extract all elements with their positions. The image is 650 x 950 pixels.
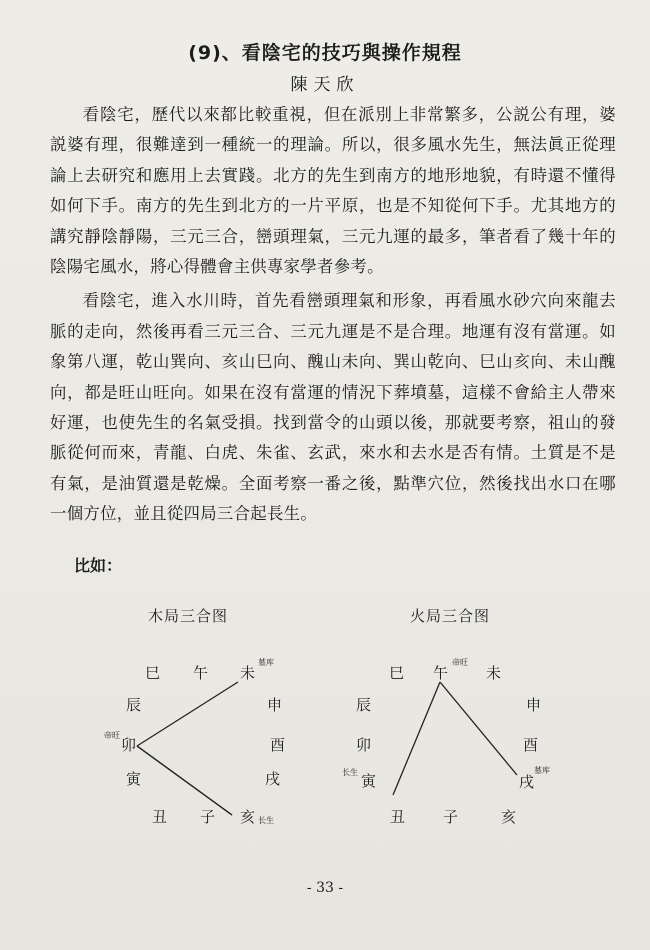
- fire-branch-shen: 申: [526, 696, 542, 714]
- wood-branch-you: 酉: [270, 736, 286, 754]
- wood-branch-xu: 戌: [265, 770, 281, 788]
- wood-line-mao-wei: [137, 682, 238, 746]
- fire-branch-you: 酉: [523, 736, 539, 754]
- wood-note-diwang: 帝旺: [104, 731, 120, 740]
- paragraph-2: 看陰宅，進入水川時，首先看巒頭理氣和形象，再看風水砂穴向來龍去脈的走向，然後再看三元三合、三元九運是不是合理。地運有沒有當運。如象第八運，乾山巽向、亥山巳向、醜山未向、巽山乾向、巳山亥向、未山醜向，都是旺山旺向。如果在沒有當運的情況下葬墳墓，這樣不會給主人帶來好運，也使先生的名氣受損。找到當令的山頭以後，那就要考察，祖山的發脈從何而來，青龍、白虎、朱雀、玄武，來水和去水是否有情。土質是不是有氣，是油質還是乾燥。全面考察一番之後，點準穴位，然後找出水口在哪一個方位，並且從四局三合起長生。: [50, 291, 616, 524]
- fire-line-yin-wu: [393, 682, 440, 795]
- wood-branch-wei: 未: [240, 664, 256, 682]
- paragraph-1: 看陰宅，歷代以來都比較重視，但在派別上非常繁多，公説公有理，婆説婆有理，很難達到一種統一的理論。所以，很多風水先生，無法眞正從理論上去研究和應用上去實踐。北方的先生到南方的地形地貌，有時還不懂得如何下手。南方的先生到北方的一片平原，也是不知從何下手。尤其地方的講究靜陰靜陽，三元三合，巒頭理氣，三元九運的最多，筆者看了幾十年的陰陽宅風水，將心得體會主供專家學者參考。: [50, 105, 616, 277]
- wood-branch-chen: 辰: [126, 696, 142, 714]
- fire-branch-chen: 辰: [356, 696, 372, 714]
- page-title: (9)、看陰宅的技巧與操作規程: [188, 42, 462, 64]
- fire-branch-si: 巳: [389, 664, 405, 682]
- page-number: - 33 -: [306, 880, 344, 896]
- author-name: 陳天欣: [290, 75, 360, 95]
- fire-note-changsheng: 长生: [342, 768, 358, 777]
- fire-note-muku: 墓库: [534, 766, 550, 775]
- wood-branch-yin: 寅: [126, 770, 142, 788]
- wood-branch-hai: 亥: [240, 808, 256, 826]
- fire-branch-xu: 戌: [519, 773, 535, 791]
- fire-branch-wu: 午: [433, 664, 449, 682]
- fire-branch-yin: 寅: [361, 772, 377, 790]
- wood-branch-wu: 午: [193, 664, 209, 682]
- wood-diagram-title: 木局三合图: [148, 607, 229, 625]
- fire-line-wu-xu: [440, 682, 517, 775]
- example-heading: 比如：: [74, 556, 123, 575]
- wood-line-mao-hai: [137, 746, 232, 815]
- wood-note-changsheng: 长生: [258, 816, 274, 825]
- wood-branch-shen: 申: [267, 696, 283, 714]
- fire-branch-mao: 卯: [356, 736, 372, 754]
- wood-note-muku: 墓库: [258, 658, 274, 667]
- wood-branch-zi: 子: [200, 808, 216, 826]
- fire-branch-zi: 子: [443, 808, 459, 826]
- wood-branch-chou: 丑: [152, 808, 168, 826]
- fire-note-diwang: 帝旺: [452, 658, 468, 667]
- wood-branch-mao: 卯: [121, 736, 137, 754]
- fire-branch-wei: 未: [486, 664, 502, 682]
- fire-branch-hai: 亥: [501, 808, 517, 826]
- wood-branch-si: 巳: [145, 664, 161, 682]
- fire-diagram-title: 火局三合图: [410, 607, 491, 625]
- fire-branch-chou: 丑: [390, 808, 406, 826]
